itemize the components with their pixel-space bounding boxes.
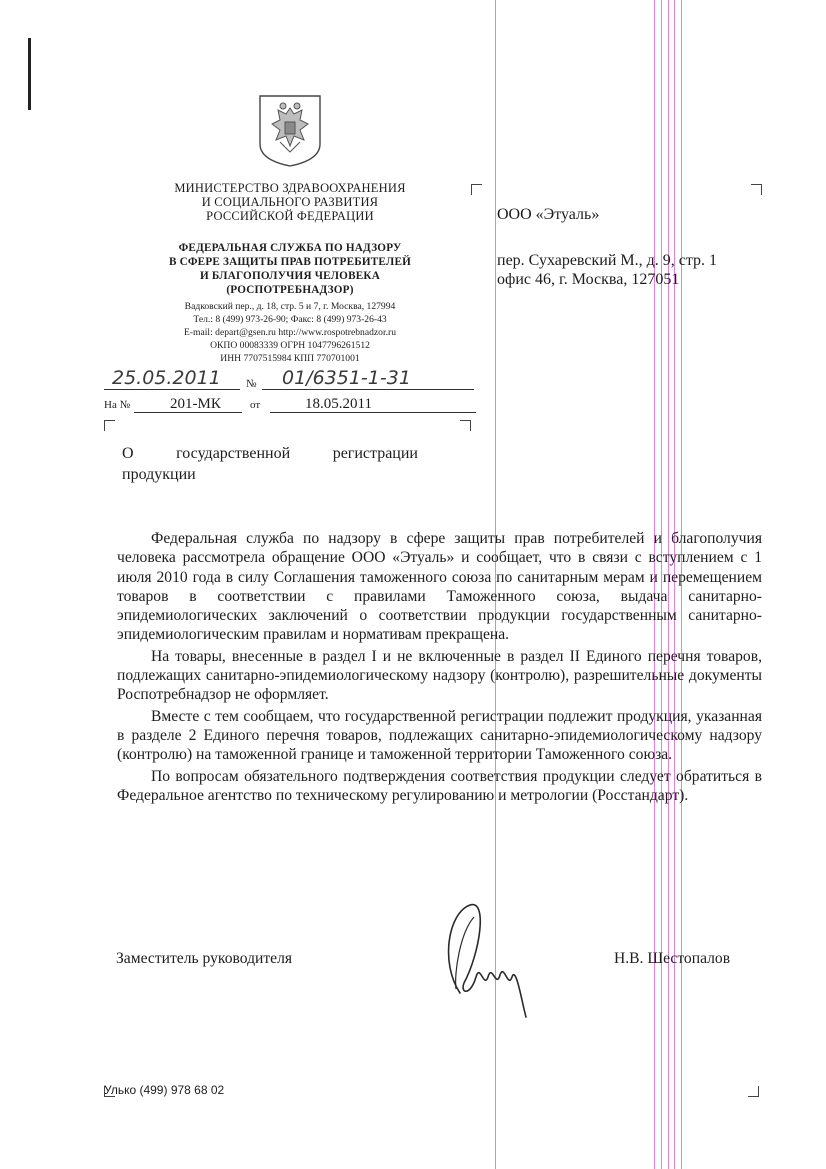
- corner-mark: [460, 420, 471, 431]
- handwritten-signature: [430, 893, 540, 1023]
- service-contacts: [150, 300, 430, 365]
- ministry-line: И СОЦИАЛЬНОГО РАЗВИТИЯ: [201, 195, 379, 209]
- registration-number: 01/6351-1-31: [282, 367, 411, 389]
- body-paragraph: На товары, внесенные в раздел I и не включенные в раздел II Единого перечня товаров, подлежащих санитарно-эпидемиологическому надзору (контролю), разрешительные документы Роспотребнадзор не оформляет.: [117, 647, 762, 704]
- service-line: ФЕДЕРАЛЬНАЯ СЛУЖБА ПО НАДЗОРУ: [178, 242, 402, 254]
- recipient-address-line: офис 46, г. Москва, 127051: [497, 271, 680, 288]
- service-name: [150, 241, 430, 297]
- body-paragraph: По вопросам обязательного подтверждения соответствия продукции следует обратиться в Федеральное агентство по техническому регулированию и метрологии (Росстандарт).: [117, 767, 762, 804]
- ref-from-label: от: [250, 399, 261, 411]
- body-paragraph: Федеральная служба по надзору в сфере защиты прав потребителей и благополучия человека рассмотрела обращение ООО «Этуаль» и сообщает, что в связи с вступлением с 1 июля 2010 года в силу Соглашения таможенного союза по санитарным мерам и перемещением товаров в соответствии с правилами Таможенного союза, выдача санитарно-эпидемиологических заключений о соответствии продукции государственным санитарно-эпидемиологическим правилам и нормативам прекращена.: [117, 530, 762, 644]
- date-underline: [104, 389, 240, 390]
- ministry-line: МИНИСТЕРСТВО ЗДРАВООХРАНЕНИЯ: [174, 181, 406, 195]
- email-line: E-mail: depart@gsen.ru http://www.rospotrebnadzor.ru: [183, 327, 397, 338]
- ref-date: 18.05.2011: [305, 396, 372, 412]
- body-paragraph: Вместе с тем сообщаем, что государственной регистрации подлежит продукция, указанная в разделе 2 Единого перечня товаров, подлежащих санитарно-эпидемиологическому надзору (контролю) на таможенной границе и таможенной территории Таможенного союза.: [117, 707, 762, 764]
- ref-number: 201-МК: [170, 396, 221, 412]
- number-label: №: [246, 378, 257, 390]
- recipient-company: ООО «Этуаль»: [497, 206, 600, 223]
- signatory-name: Н.В. Шестопалов: [614, 950, 731, 967]
- recipient-address-line: пер. Сухаревский М., д. 9, стр. 1: [497, 252, 718, 269]
- okpo-line: ОКПО 00083339 ОГРН 1047796261512: [210, 340, 370, 351]
- phone-line: Тел.: 8 (499) 973-26-90; Факс: 8 (499) 973-26-43: [193, 314, 387, 325]
- service-line: В СФЕРЕ ЗАЩИТЫ ПРАВ ПОТРЕБИТЕЛЕЙ: [168, 256, 412, 268]
- inn-line: ИНН 7707515984 КПП 770701001: [220, 353, 360, 364]
- service-line: (РОСПОТРЕБНАДЗОР): [226, 284, 354, 296]
- signatory-title: Заместитель руководителя: [116, 950, 293, 967]
- scan-edge-mark: [28, 38, 31, 110]
- subject-prefix: О: [122, 445, 134, 462]
- corner-mark: [748, 1086, 759, 1097]
- corner-mark: [104, 420, 115, 431]
- corner-mark: [751, 184, 762, 195]
- subject-line: продукции: [122, 466, 196, 483]
- subject-word: государственной: [176, 445, 291, 462]
- ministry-name: [150, 181, 430, 223]
- number-underline: [262, 389, 474, 390]
- service-line: И БЛАГОПОЛУЧИЯ ЧЕЛОВЕКА: [199, 270, 381, 282]
- ministry-line: РОССИЙСКОЙ ФЕДЕРАЦИИ: [206, 209, 374, 223]
- letter-subject: [122, 443, 418, 485]
- ref-date-underline: [270, 412, 476, 413]
- address-line: Вадковский пер., д. 18, стр. 5 и 7, г. Москва, 127994: [184, 301, 396, 312]
- ref-label: На №: [104, 399, 131, 411]
- corner-mark: [471, 184, 482, 195]
- ref-number-underline: [134, 412, 242, 413]
- subject-word: регистрации: [332, 445, 418, 462]
- executor-contact: Улько (499) 978 68 02: [104, 1083, 225, 1097]
- coat-of-arms-icon: [258, 94, 322, 168]
- registration-date: 25.05.2011: [112, 367, 221, 389]
- letter-body: [117, 529, 762, 807]
